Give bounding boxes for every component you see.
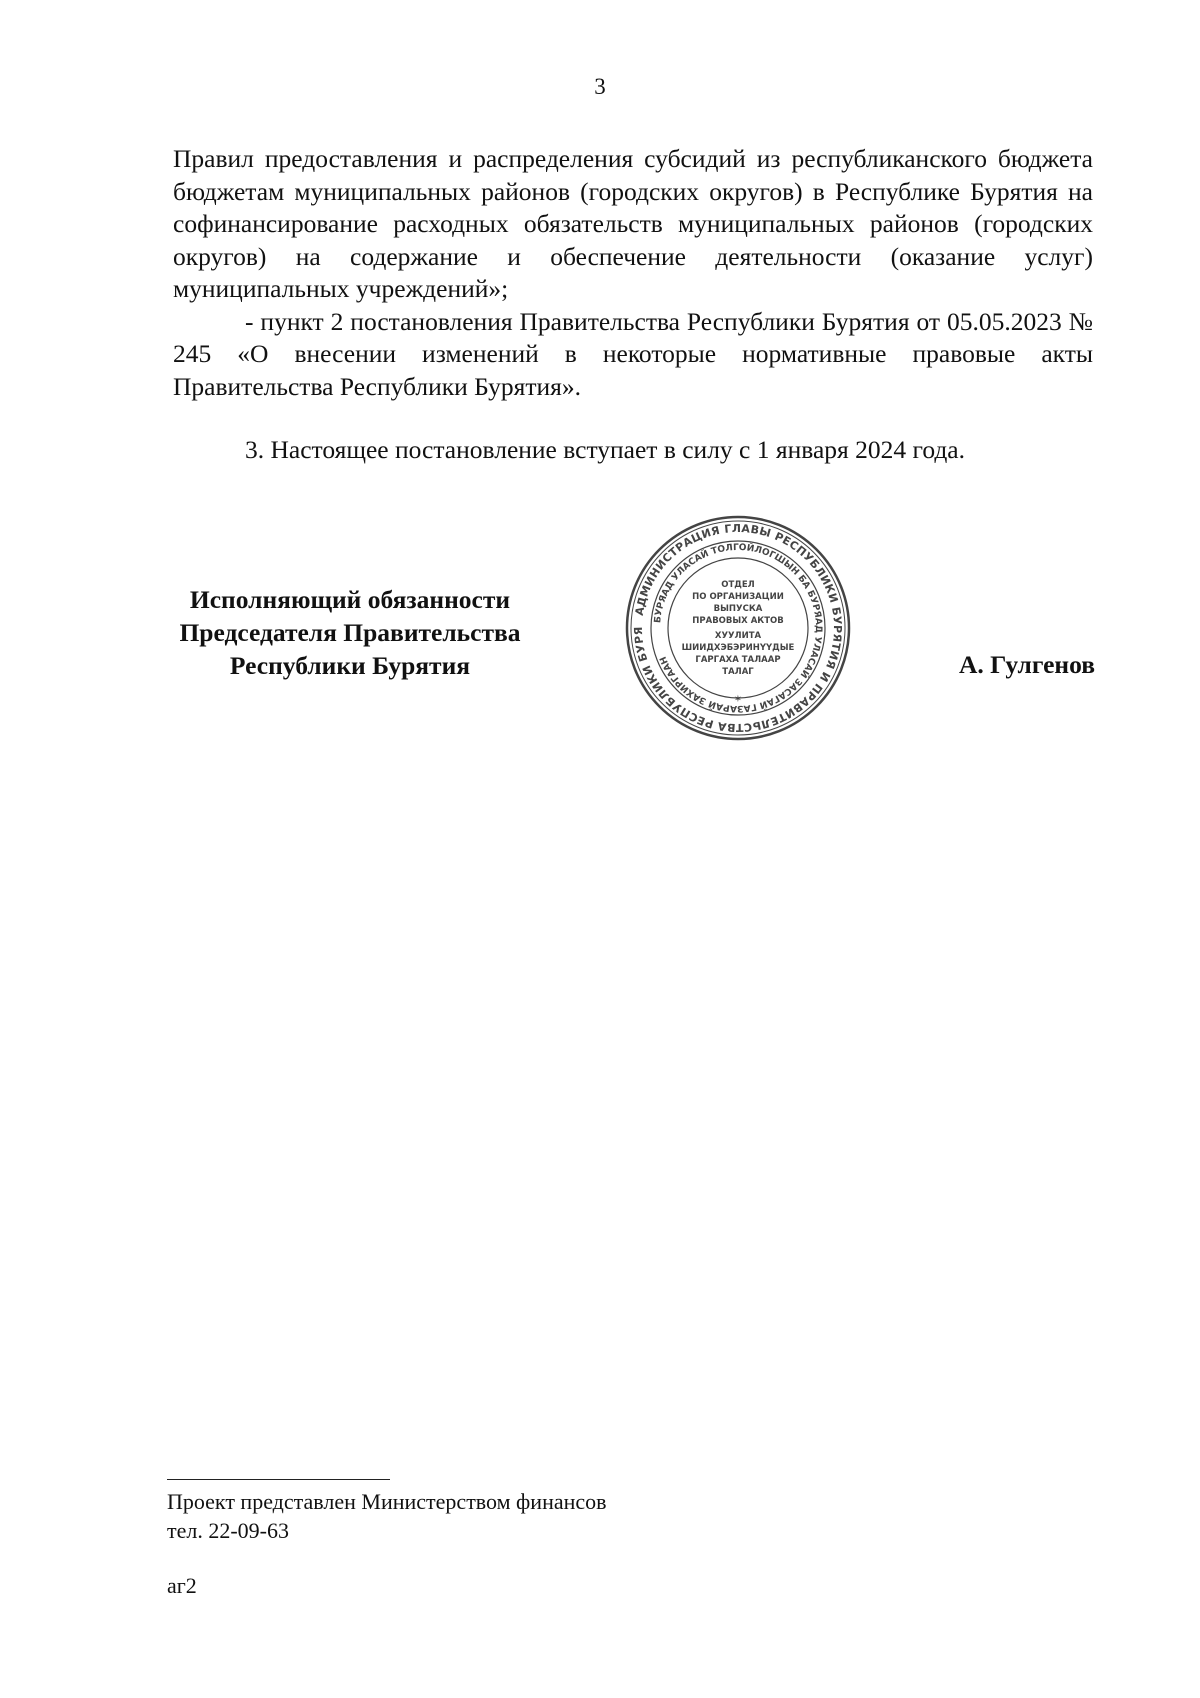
paragraph-item-point2: - пункт 2 постановления Правительства Республики Бурятия от 05.05.2023 № 245 «О внесении изменений в некоторые нормативные правовые акты Правительства Республики Бурятия». xyxy=(173,306,1093,401)
official-seal-stamp xyxy=(624,514,852,742)
stamp-star-icon: ✶ xyxy=(733,694,743,705)
document-body xyxy=(173,143,1093,467)
stamp-center-line: ПО ОРГАНИЗАЦИИ xyxy=(692,592,784,602)
stamp-center-line: ГАРГАХА ТАЛААР xyxy=(695,655,781,665)
footnote xyxy=(167,1487,607,1545)
footnote-phone: тел. 22-09-63 xyxy=(167,1518,290,1543)
paragraph-continuation: Правил предоставления и распределения субсидий из республиканского бюджета бюджетам муниципальных районов (городских округов) в Республике Бурятия на софинансирование расходных обязательств муниципальных районов (городских округов) на содержание и обеспечение деятельности (оказание услуг) муниципальных учреждений»; xyxy=(173,144,1093,303)
stamp-center-line: ПРАВОВЫХ АКТОВ xyxy=(692,616,784,626)
signatory-name: А. Гулгенов xyxy=(959,650,1095,679)
footnote-prepared-by: Проект представлен Министерством финансов xyxy=(167,1489,607,1514)
stamp-inner-ring-text: БУРЯАД УЛАСАЙ ТОЛГОЙЛОГШЫН БА БУРЯАД УЛАСАЙ ЗАСАГАЙ ГАЗАРАЙ ЗАХИРГААН xyxy=(653,542,824,714)
stamp-center-line: ХУУЛИТА xyxy=(714,631,762,641)
signatory-title-line: Председателя Правительства xyxy=(179,618,521,647)
footnote-divider xyxy=(167,1479,390,1480)
stamp-center-line: ОТДЕЛ xyxy=(721,580,755,590)
stamp-center-line: ВЫПУСКА xyxy=(713,604,763,614)
stamp-center-line: ТАЛАГ xyxy=(722,667,754,677)
document-code: аг2 xyxy=(167,1573,197,1598)
signatory-title-line: Республики Бурятия xyxy=(229,651,471,680)
svg-text:БУРЯАД УЛАСАЙ ТОЛГОЙЛОГШЫН БА xyxy=(653,541,823,713)
stamp-outer-text: АДМИНИСТРАЦИЯ ГЛАВЫ РЕСПУБЛИКИ БУРЯТИЯ И ПРАВИТЕЛЬСТВА РЕСПУБЛИКИ БУРЯ xyxy=(631,521,845,735)
paragraph-item-3: 3. Настоящее постановление вступает в силу с 1 января 2024 года. xyxy=(245,435,966,464)
page-number: 3 xyxy=(594,74,606,99)
stamp-center-line: ШИИДХЭБЭРИНҮҮДЫЕ xyxy=(681,643,795,653)
signatory-title-line: Исполняющий обязанности xyxy=(189,585,511,614)
signatory-title xyxy=(150,583,550,682)
